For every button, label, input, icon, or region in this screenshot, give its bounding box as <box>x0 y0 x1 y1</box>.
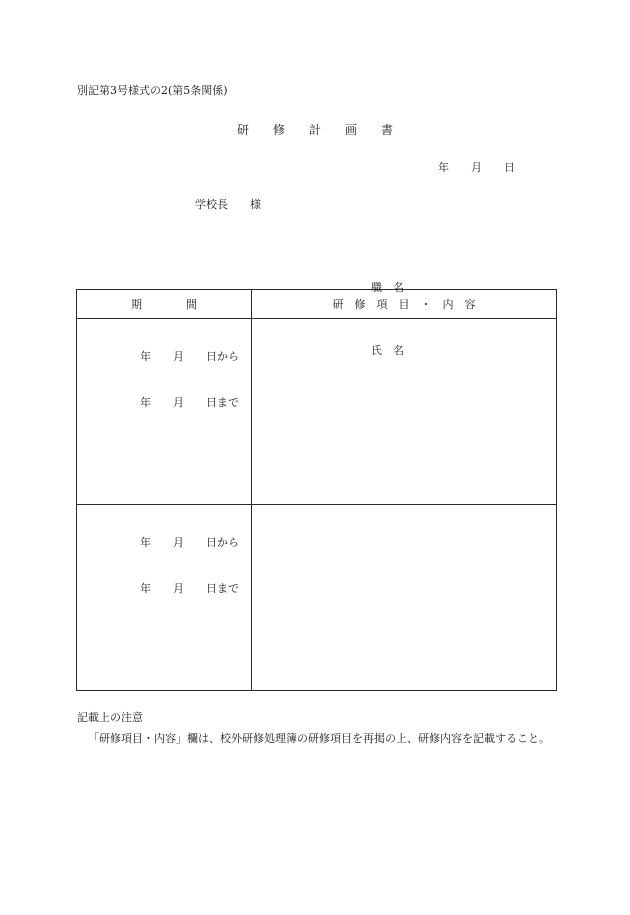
name-label: 氏 名 <box>371 344 404 357</box>
period-from: 年 月 日から <box>140 536 239 549</box>
form-reference: 別記第3号様式の2(第5条関係) <box>77 84 228 97</box>
period-cell[interactable] <box>77 319 252 505</box>
notes-body: 「研修項目・内容」欄は、校外研修処理簿の研修項目を再掲の上、研修内容を記載すること。 <box>88 732 550 745</box>
table-row <box>77 319 557 505</box>
content-header: 研 修 項 目 ・ 内 容 <box>252 290 557 319</box>
notes-heading: 記載上の注意 <box>77 711 143 724</box>
period-header: 期 間 <box>77 290 252 319</box>
period-cell[interactable] <box>77 505 252 691</box>
table-header-row <box>77 290 557 319</box>
content-cell[interactable] <box>252 319 557 505</box>
period-from: 年 月 日から <box>140 350 239 363</box>
date-line: 年 月 日 <box>438 161 515 174</box>
content-cell[interactable] <box>252 505 557 691</box>
addressee: 学校長 様 <box>195 198 261 211</box>
page-title: 研 修 計 画 書 <box>236 123 393 137</box>
period-until: 年 月 日まで <box>140 582 239 595</box>
table-row <box>77 505 557 691</box>
training-plan-table <box>76 289 557 691</box>
period-until: 年 月 日まで <box>140 396 239 409</box>
position-label: 職 名 <box>371 281 404 294</box>
